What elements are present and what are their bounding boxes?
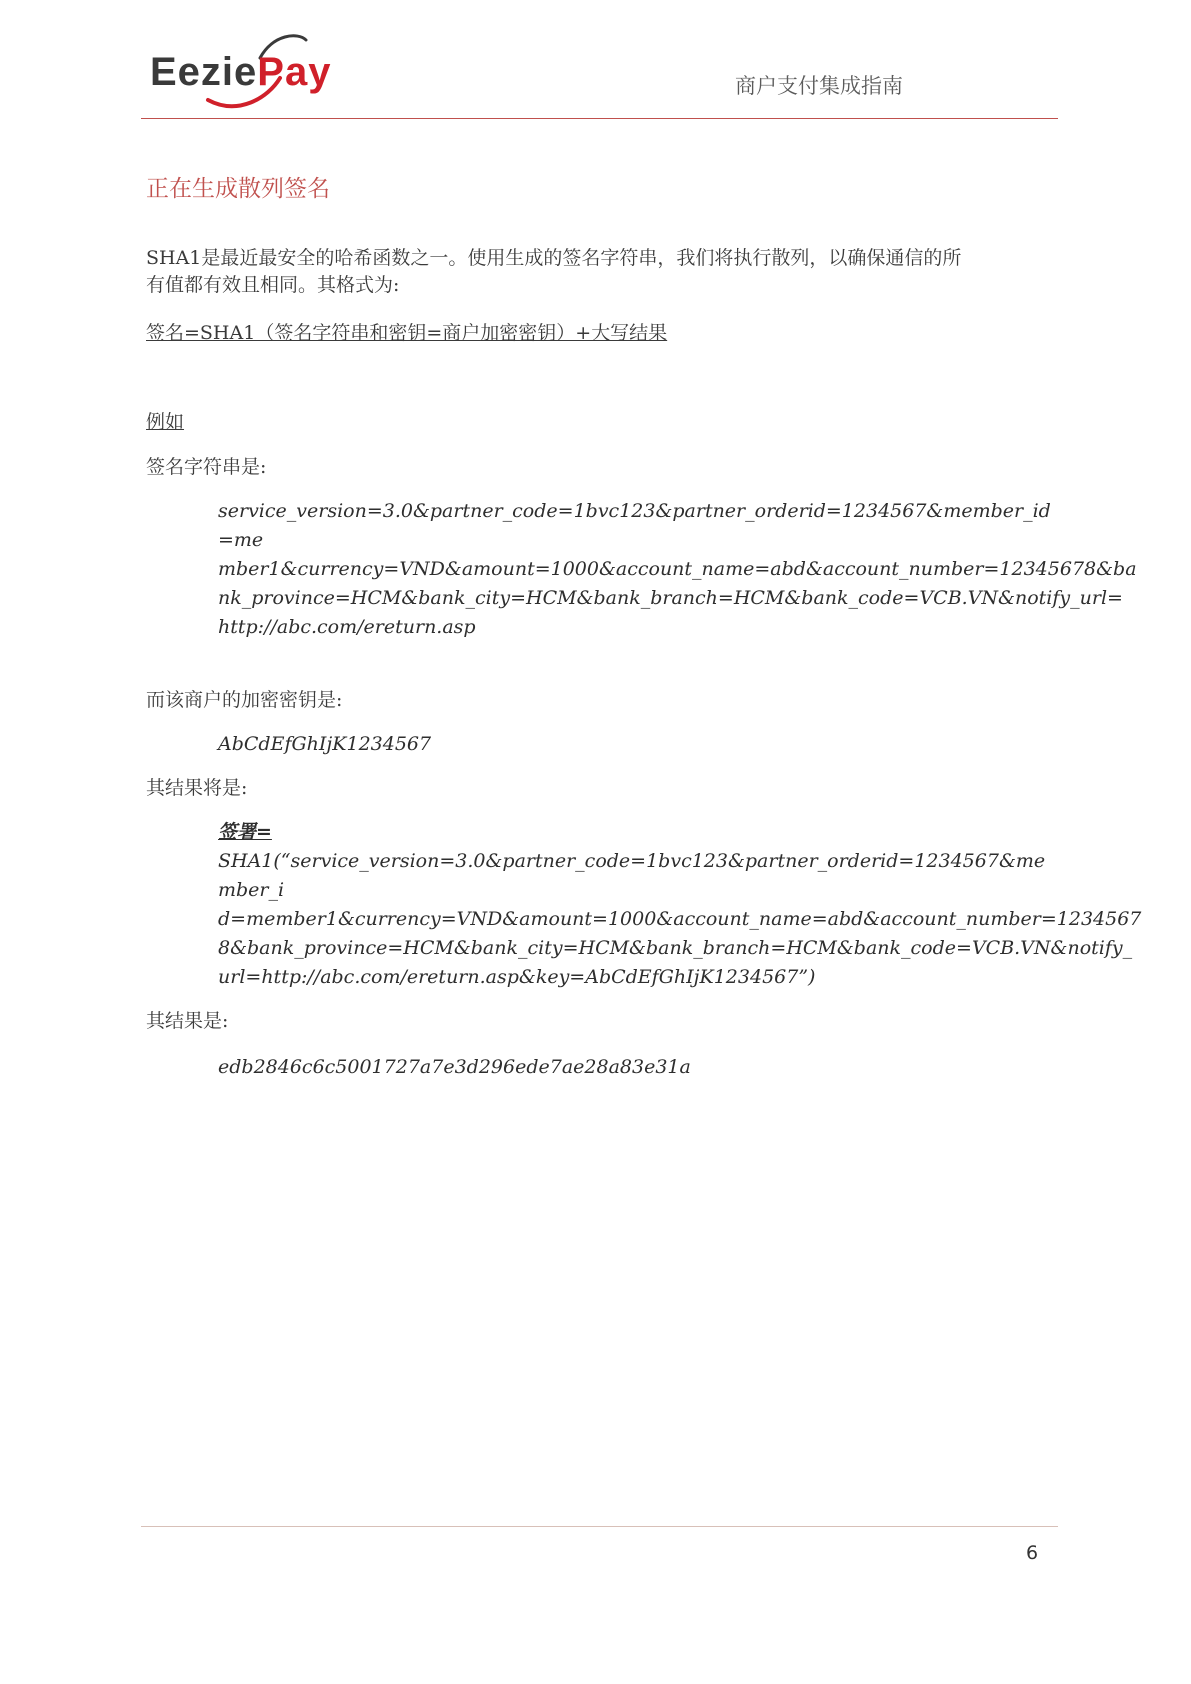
result-will-be-label: 其结果将是: (146, 777, 248, 799)
code-line: SHA1(“service_version=3.0&partner_code=1bvc123&partner_orderid=1234567&me (218, 850, 1046, 872)
document-title: 商户支付集成指南 (735, 74, 903, 98)
key-value: AbCdEfGhIjK1234567 (218, 733, 432, 755)
intro-paragraph (146, 245, 1076, 299)
code-line: mber_i (218, 879, 285, 901)
signature-prefix: 签署= (218, 821, 272, 843)
code-line: nk_province=HCM&bank_city=HCM&bank_branch=HCM&bank_code=VCB.VN&notify_url= (218, 587, 1123, 609)
code-line: http://abc.com/ereturn.asp (218, 616, 476, 638)
result-value: edb2846c6c5001727a7e3d296ede7ae28a83e31a (218, 1056, 691, 1078)
key-label: 而该商户的加密密钥是: (146, 689, 343, 711)
intro-line: 有值都有效且相同。其格式为: (146, 274, 400, 296)
footer-divider (141, 1526, 1058, 1527)
intro-line: SHA1是最近最安全的哈希函数之一。使用生成的签名字符串，我们将执行散列，以确保通信的所 (146, 247, 962, 269)
signature-string-block (218, 497, 1137, 642)
code-line: mber1&currency=VND&amount=1000&account_name=abd&account_number=12345678&ba (218, 558, 1137, 580)
signature-formula: 签名=SHA1（签名字符串和密钥=商户加密密钥）+大写结果 (146, 322, 668, 344)
header-divider (141, 118, 1058, 119)
example-label: 例如 (146, 411, 185, 433)
signature-block (218, 818, 1142, 992)
eeziepay-logo (148, 28, 338, 110)
logo-text-pay: Pay (257, 50, 332, 94)
code-line: 8&bank_province=HCM&bank_city=HCM&bank_branch=HCM&bank_code=VCB.VN&notify_ (218, 937, 1133, 959)
code-line: url=http://abc.com/ereturn.asp&key=AbCdEfGhIjK1234567”) (218, 966, 816, 988)
code-line: service_version=3.0&partner_code=1bvc123&partner_orderid=1234567&member_id (218, 500, 1051, 522)
page-number: 6 (1026, 1542, 1039, 1564)
logo-text-eezie: Eezie (150, 50, 258, 94)
code-line: d=member1&currency=VND&amount=1000&account_name=abd&account_number=1234567 (218, 908, 1142, 930)
section-heading: 正在生成散列签名 (146, 176, 330, 202)
code-line: =me (218, 529, 264, 551)
signature-string-label: 签名字符串是: (146, 456, 267, 478)
result-label: 其结果是: (146, 1010, 229, 1032)
